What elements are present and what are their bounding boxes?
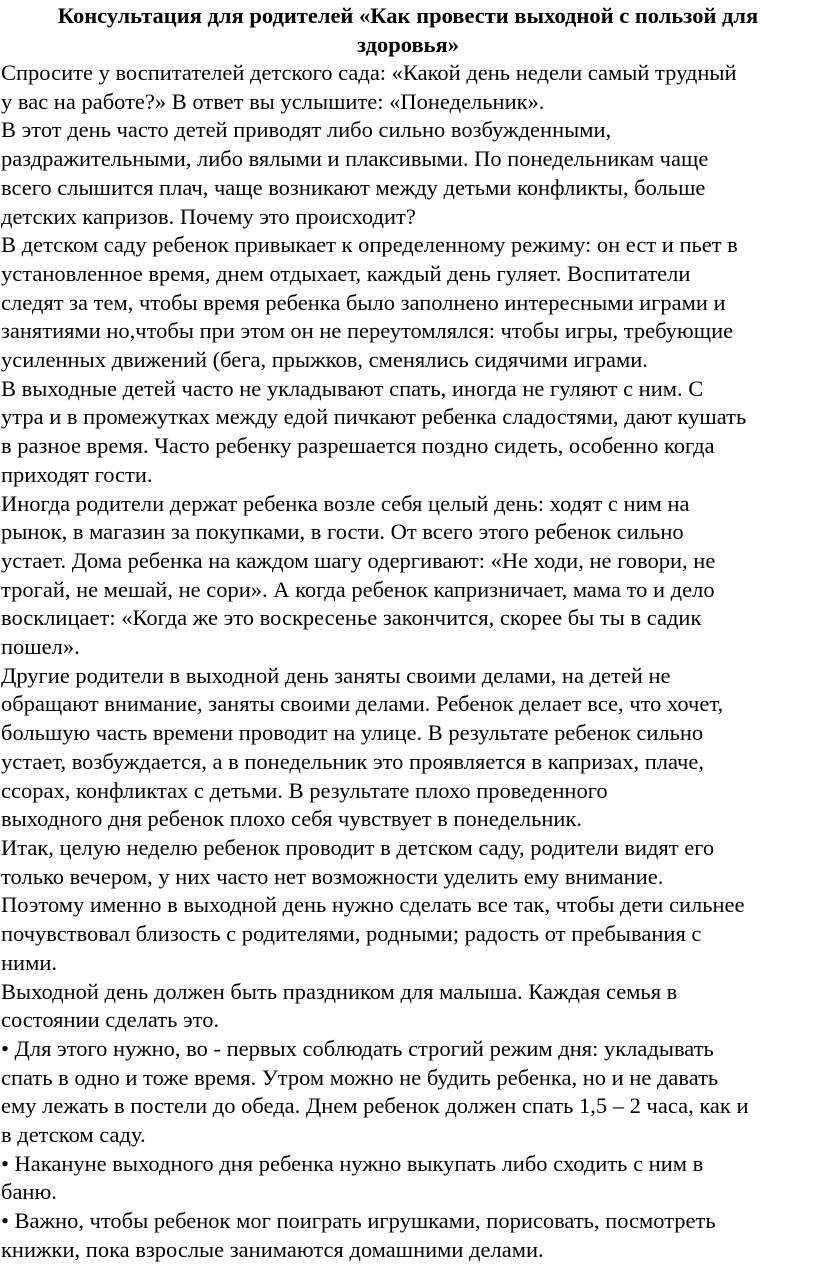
text-line: трогай, не мешай, не сори». А когда ребенок капризничает, мама то и дело <box>1 576 715 602</box>
text-line: усиленных движений (бега, прыжков, сменялись сидячими играми. <box>1 347 648 373</box>
text-line: следят за тем, чтобы время ребенка было заполнено интересными играми и <box>1 289 726 315</box>
text-line: книжки, пока взрослые занимаются домашними делами. <box>1 1236 544 1262</box>
text-line: Итак, целую неделю ребенок проводит в детском саду, родители видят его <box>1 834 715 860</box>
text-line: баню. <box>1 1179 57 1205</box>
document-body <box>0 59 816 1265</box>
text-line: ссорах, конфликтах с детьми. В результате плохо проведенного <box>1 777 608 803</box>
text-line: только вечером, у них часто нет возможности уделить ему внимание. <box>1 863 664 889</box>
text-line: ему лежать в постели до обеда. Днем ребенок должен спать 1,5 – 2 часа, как и <box>1 1093 749 1119</box>
text-line: детских капризов. Почему это происходит? <box>1 203 416 229</box>
text-line: спать в одно и тоже время. Утром можно не будить ребенка, но и не давать <box>1 1064 719 1090</box>
paragraph <box>1 978 816 1035</box>
paragraph <box>1 59 816 116</box>
text-line: в разное время. Часто ребенку разрешается поздно сидеть, особенно когда <box>1 433 715 459</box>
paragraph <box>1 231 816 375</box>
text-line: всего слышится плач, чаще возникают между детьми конфликты, больше <box>1 174 706 200</box>
bullet-paragraph <box>1 1207 816 1264</box>
text-line: утра и в промежутках между едой пичкают ребенка сладостями, дают кушать <box>1 404 747 430</box>
text-line: В этот день часто детей приводят либо сильно возбужденными, <box>1 117 612 143</box>
text-line: выходного дня ребенок плохо себя чувствует в понедельник. <box>1 806 583 832</box>
text-line: Спросите у воспитателей детского сада: «Какой день недели самый трудный <box>1 60 737 85</box>
text-line: у вас на работе?» В ответ вы услышите: «Понедельник». <box>1 88 545 114</box>
text-line: пошел». <box>1 634 80 660</box>
text-line: Поэтому именно в выходной день нужно сделать все так, чтобы дети сильнее <box>1 892 745 918</box>
text-line: состоянии сделать это. <box>1 1007 220 1033</box>
title-line: Консультация для родителей «Как провести выходной с пользой для <box>57 3 759 28</box>
text-line: • Важно, чтобы ребенок мог поиграть игрушками, порисовать, посмотреть <box>1 1208 716 1234</box>
text-line: установленное время, днем отдыхает, каждый день гуляет. Воспитатели <box>1 260 691 286</box>
text-line: обращают внимание, заняты своими делами. Ребенок делает все, что хочет, <box>1 691 724 717</box>
text-line: В выходные детей часто не укладывают спать, иногда не гуляют с ним. С <box>1 375 704 401</box>
paragraph <box>1 662 816 834</box>
text-line: ними. <box>1 949 57 975</box>
text-line: приходят гости. <box>1 461 153 487</box>
text-line: • Для этого нужно, во - первых соблюдать строгий режим дня: укладывать <box>1 1035 714 1061</box>
text-line: устает, возбуждается, а в понедельник это проявляется в капризах, плаче, <box>1 748 704 774</box>
paragraph <box>1 834 816 978</box>
text-line: почувствовал близость с родителями, родными; радость от пребывания с <box>1 921 702 947</box>
text-line: • Накануне выходного дня ребенка нужно выкупать либо сходить с ним в <box>1 1150 704 1176</box>
bullet-paragraph <box>1 1150 816 1207</box>
paragraph <box>1 375 816 490</box>
paragraph <box>1 490 816 662</box>
text-line: рынок, в магазин за покупками, в гости. От всего этого ребенок сильно <box>1 519 684 545</box>
text-line: занятиями но,чтобы при этом он не переутомлялся: чтобы игры, требующие <box>1 318 734 344</box>
text-line: устает. Дома ребенка на каждом шагу одергивают: «Не ходи, не говори, не <box>1 547 716 573</box>
text-line: Другие родители в выходной день заняты своими делами, на детей не <box>1 662 671 688</box>
paragraph <box>1 116 816 231</box>
text-line: раздражительными, либо вялыми и плаксивыми. По понедельникам чаще <box>1 146 709 172</box>
bullet-paragraph <box>1 1035 816 1150</box>
text-line: Иногда родители держат ребенка возле себя целый день: ходят с ним на <box>1 490 690 516</box>
text-line: Выходной день должен быть праздником для малыша. Каждая семья в <box>1 978 678 1004</box>
text-line: в детском саду. <box>1 1122 146 1148</box>
text-line: большую часть времени проводит на улице. В результате ребенок сильно <box>1 720 704 746</box>
text-line: В детском саду ребенок привыкает к определенному режиму: он ест и пьет в <box>1 232 738 258</box>
title-line: здоровья» <box>357 31 459 57</box>
document-title <box>0 2 816 59</box>
text-line: восклицает: «Когда же это воскресенье закончится, скорее бы ты в садик <box>1 605 702 631</box>
